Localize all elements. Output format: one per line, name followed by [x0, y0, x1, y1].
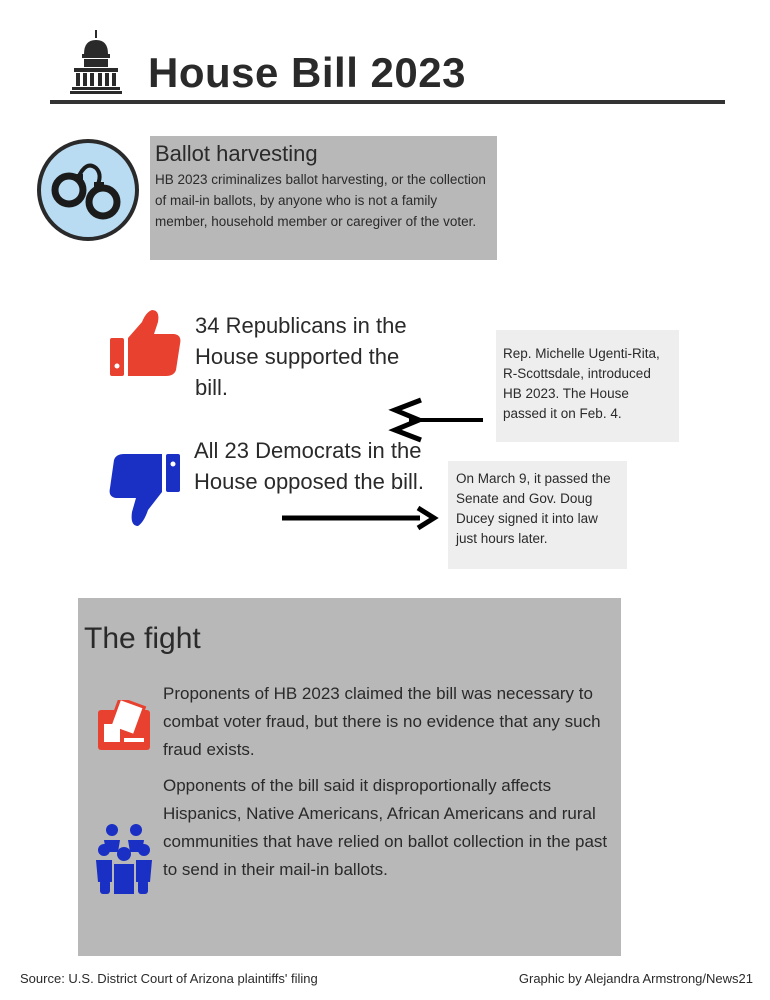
- title-divider: [50, 100, 725, 104]
- page-title: House Bill 2023: [148, 49, 466, 96]
- arrow-left-icon: [385, 392, 485, 452]
- senate-passage-note: On March 9, it passed the Senate and Gov. Doug Ducey signed it into law just hours later.: [448, 461, 627, 569]
- opponents-text: Opponents of the bill said it disproportionally affects Hispanics, Native Americans, African Americans and rural communities that have relied on ballot collection in the past to send in their mail-in ballots.: [163, 776, 608, 879]
- ballot-harvesting-panel: [150, 136, 497, 260]
- the-fight-title: The fight: [84, 622, 201, 655]
- house-passage-note: Rep. Michelle Ugenti-Rita, R-Scottsdale, introduced HB 2023. The House passed it on Feb. 4.: [496, 330, 679, 442]
- proponents-text: Proponents of HB 2023 claimed the bill was necessary to combat voter fraud, but there is no evidence that any such fraud exists.: [163, 684, 601, 759]
- source-credit: Source: U.S. District Court of Arizona plaintiffs' filing: [20, 971, 318, 986]
- handcuffs-icon: [36, 138, 140, 242]
- ballot-harvesting-text: HB 2023 criminalizes ballot harvesting, or the collection of mail-in ballots, by anyone who is not a family member, household member or caregiver of the voter.: [155, 172, 486, 229]
- capitol-icon: [70, 30, 122, 94]
- republicans-support-text: 34 Republicans in the House supported the bill.: [195, 313, 407, 400]
- ballot-icon: [96, 700, 152, 752]
- people-group-icon: [96, 822, 152, 896]
- thumbs-up-icon: [108, 308, 184, 380]
- graphic-credit: Graphic by Alejandra Armstrong/News21: [518, 971, 753, 986]
- democrats-oppose-text: All 23 Democrats in the House opposed the bill.: [194, 438, 424, 494]
- thumbs-down-icon: [108, 450, 184, 528]
- ballot-harvesting-title: Ballot harvesting: [155, 141, 318, 166]
- arrow-right-icon: [280, 502, 440, 532]
